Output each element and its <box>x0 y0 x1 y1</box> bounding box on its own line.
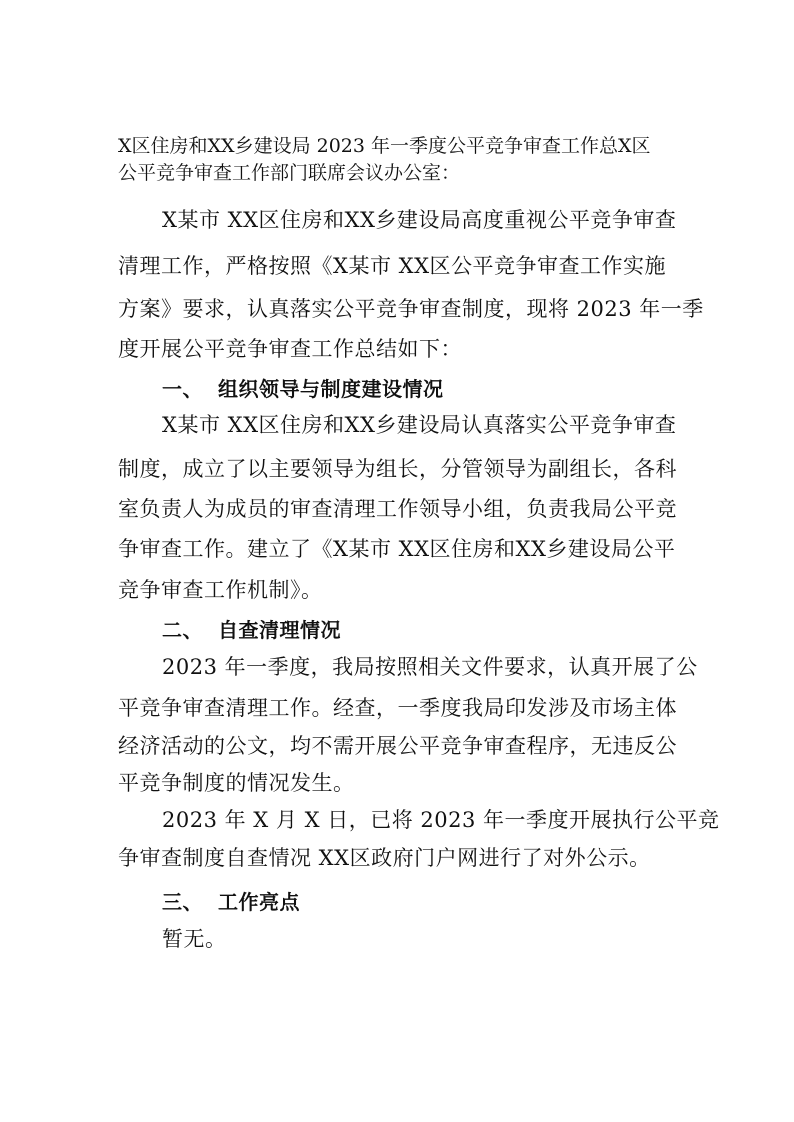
paragraph-line: 室负责人为成员的审查清理工作领导小组，负责我局公平竞 <box>118 497 677 521</box>
intro-line-1: X某市 XX区住房和XX乡建设局高度重视公平竞争审查 <box>162 208 677 232</box>
section-heading-2 <box>162 617 341 643</box>
intro-line-2: 清理工作，严格按照《X某市 XX区公平竞争审查工作实施 <box>118 254 667 278</box>
section-heading-1 <box>162 376 444 402</box>
paragraph-line: 竞争审查工作机制》。 <box>118 578 323 602</box>
title-line-2: 公平竞争审查工作部门联席会议办公室： <box>118 162 461 184</box>
paragraph-line: 争审查制度自查情况 XX区政府门户网进行了对外公示。 <box>118 846 651 870</box>
section-number: 一、 <box>162 377 203 401</box>
paragraph-line: 2023 年 X 月 X 日，已将 2023 年一季度开展执行公平竞 <box>162 808 720 832</box>
paragraph-line: X某市 XX区住房和XX乡建设局认真落实公平竞争审查 <box>162 413 677 437</box>
paragraph-line: 制度，成立了以主要领导为组长，分管领导为副组长，各科 <box>118 457 677 481</box>
paragraph-line: 平竞争审查清理工作。经查，一季度我局印发涉及市场主体 <box>118 696 677 720</box>
section-heading-3 <box>162 889 300 915</box>
paragraph-line: 暂无。 <box>162 927 227 951</box>
section-number: 二、 <box>162 618 203 642</box>
paragraph-line: 2023 年一季度，我局按照相关文件要求，认真开展了公 <box>162 655 698 679</box>
title-line-1: X区住房和XX乡建设局 2023 年一季度公平竞争审查工作总X区 <box>118 135 651 157</box>
paragraph-line: 平竞争制度的情况发生。 <box>118 771 355 795</box>
intro-line-3: 方案》要求，认真落实公平竞争审查制度，现将 2023 年一季 <box>118 297 704 321</box>
section-title: 自查清理情况 <box>218 618 341 642</box>
intro-line-4: 度开展公平竞争审查工作总结如下： <box>118 337 462 361</box>
paragraph-line: 争审查工作。建立了《X某市 XX区住房和XX乡建设局公平 <box>118 537 676 561</box>
section-number: 三、 <box>162 890 203 914</box>
paragraph-line: 经济活动的公文，均不需开展公平竞争审查程序，无违反公 <box>118 734 677 758</box>
section-title: 组织领导与制度建设情况 <box>218 377 444 401</box>
section-title: 工作亮点 <box>218 890 300 914</box>
